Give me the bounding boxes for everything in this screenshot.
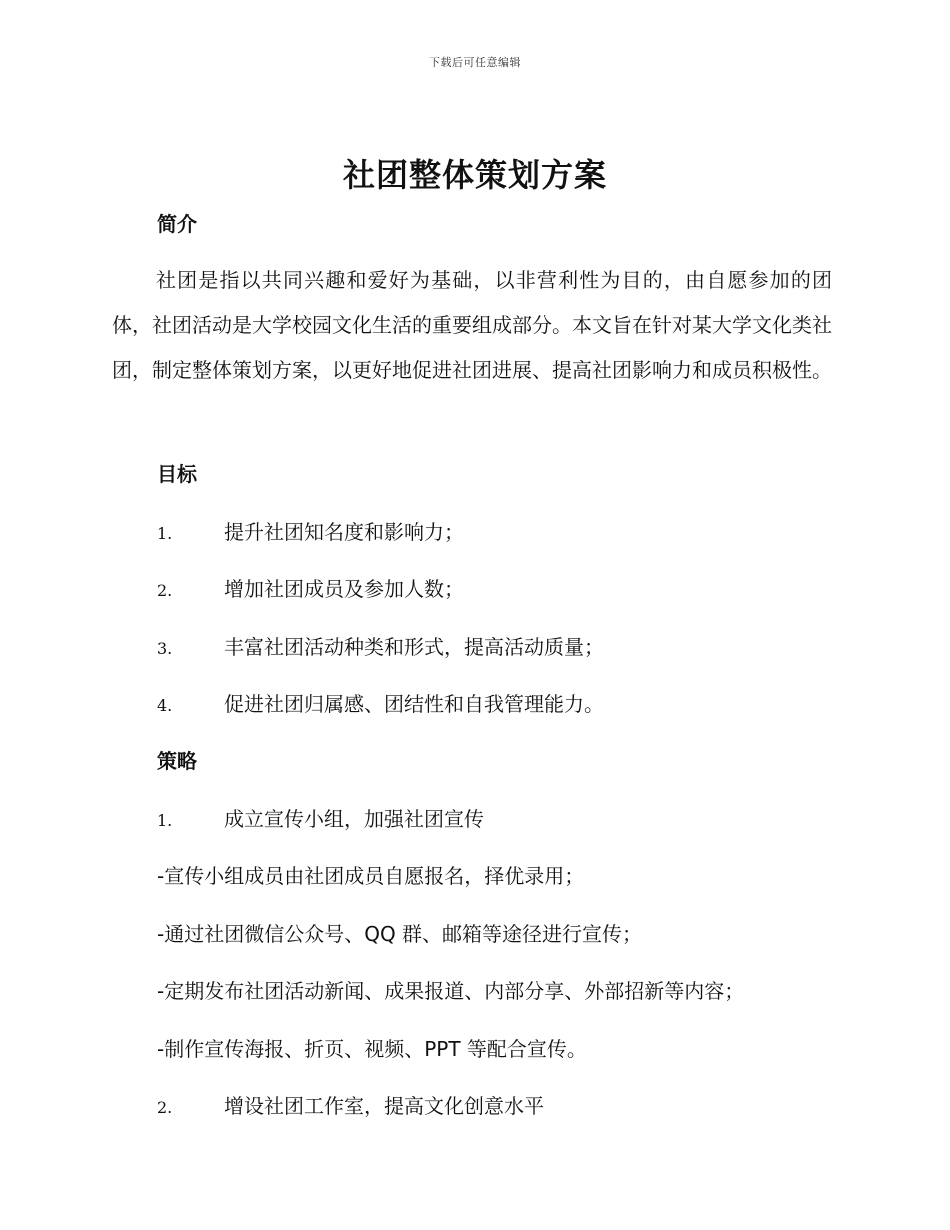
goal-item-2 [157, 573, 857, 602]
strategy-item-1 [157, 803, 857, 832]
intro-paragraph: 社团是指以共同兴趣和爱好为基础，以非营利性为目的，由自愿参加的团体，社团活动是大学校园文化生活的重要组成部分。本文旨在针对某大学文化类社团，制定整体策划方案，以更好地促进社团进展、提高社团影响力和成员积极性。 [112, 268, 832, 382]
strategy-item-2 [157, 1090, 857, 1119]
list-number: 1. [157, 811, 173, 830]
goal-item-4 [157, 688, 857, 717]
section-heading-intro: 简介 [157, 212, 197, 236]
list-text: 提升社团知名度和影响力； [224, 520, 464, 544]
list-text: 成立宣传小组，加强社团宣传 [224, 807, 484, 831]
header-note: 下载后可任意编辑 [429, 56, 521, 69]
document-title: 社团整体策划方案 [342, 156, 607, 194]
list-number: 1. [157, 524, 173, 543]
strategy-detail-line: -通过社团微信公众号、QQ 群、邮箱等途径进行宣传； [157, 922, 643, 946]
list-text: 增加社团成员及参加人数； [224, 577, 464, 601]
section-heading-strategy: 策略 [157, 749, 197, 773]
strategy-detail-line: -制作宣传海报、折页、视频、PPT 等配合宣传。 [157, 1037, 587, 1061]
goal-item-1 [157, 516, 857, 545]
list-number: 2. [157, 1098, 173, 1117]
list-text: 丰富社团活动种类和形式，提高活动质量； [224, 635, 604, 659]
section-heading-goals: 目标 [157, 462, 197, 486]
strategy-detail-line: -定期发布社团活动新闻、成果报道、内部分享、外部招新等内容； [157, 979, 745, 1003]
list-number: 2. [157, 581, 173, 600]
list-text: 增设社团工作室，提高文化创意水平 [224, 1094, 544, 1118]
list-number: 3. [157, 639, 173, 658]
goal-item-3 [157, 631, 857, 660]
list-number: 4. [157, 696, 173, 715]
list-text: 促进社团归属感、团结性和自我管理能力。 [224, 692, 604, 716]
strategy-detail-line: -宣传小组成员由社团成员自愿报名，择优录用； [157, 864, 585, 888]
